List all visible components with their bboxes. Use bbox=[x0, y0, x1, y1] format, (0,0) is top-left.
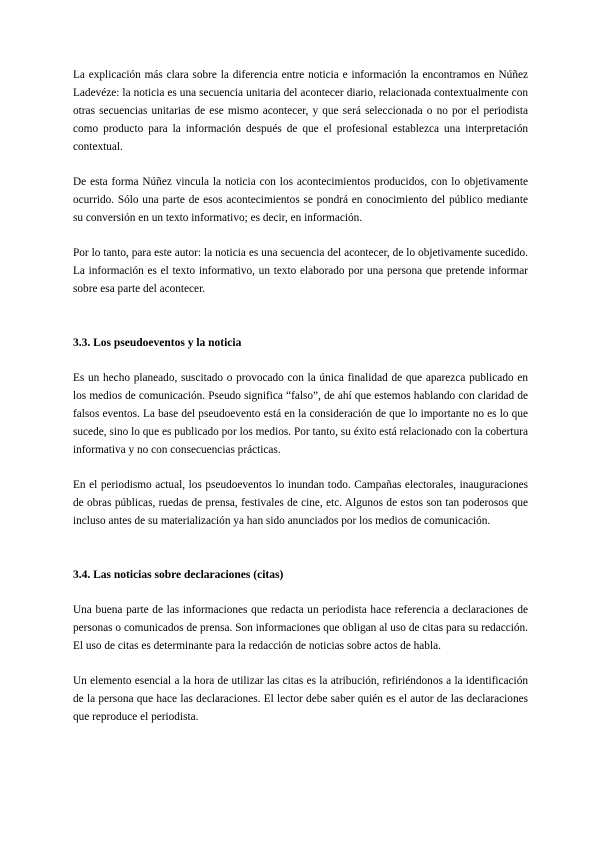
paragraph-spacer bbox=[73, 584, 528, 601]
section-spacer bbox=[73, 530, 528, 566]
body-paragraph: Una buena parte de las informaciones que redacta un periodista hace referencia a declaraciones de personas o comunicados de prensa. Son informaciones que obligan al uso de citas para su redacción. El uso de citas es determinante para la redacción de noticias sobre actos de habla. bbox=[73, 604, 528, 652]
body-paragraph: En el periodismo actual, los pseudoeventos lo inundan todo. Campañas electorales, inauguraciones de obras públicas, ruedas de prensa, festivales de cine, etc. Algunos de estos son tan poderosos que incluso antes de su materialización ya han sido anunciados por los medios de comunicación. bbox=[73, 479, 528, 527]
paragraph-spacer bbox=[73, 459, 528, 476]
body-paragraph: Es un hecho planeado, suscitado o provocado con la única finalidad de que aparezca publicado en los medios de comunicación. Pseudo significa “falso”, de ahí que estemos hablando con claridad de falsos eventos. La base del pseudoevento está en la consideración de que lo importante no es lo que sucede, sino lo que es publicado por los medios. Por tanto, su éxito está relacionado con la cobertura informativa y no con consecuencias prácticas. bbox=[73, 372, 528, 456]
body-paragraph: La explicación más clara sobre la diferencia entre noticia e información la encontramos en Núñez Ladevéze: la noticia es una secuencia unitaria del acontecer diario, relacionada contextualmente con otras secuencias unitarias de ese mismo acontecer, y que será seleccionada o no por el periodista como producto para la información después de que el profesional establezca una interpretación contextual. bbox=[73, 69, 528, 153]
section-heading-3-3: 3.3. Los pseudoeventos y la noticia bbox=[73, 337, 242, 349]
paragraph-spacer bbox=[73, 352, 528, 369]
section-spacer bbox=[73, 298, 528, 334]
section-heading-3-4: 3.4. Las noticias sobre declaraciones (citas) bbox=[73, 569, 284, 581]
body-paragraph: De esta forma Núñez vincula la noticia con los acontecimientos producidos, con lo objetivamente ocurrido. Sólo una parte de esos acontecimientos se pondrá en conocimiento del público mediante su conversión en un texto informativo; es decir, en información. bbox=[73, 176, 528, 224]
body-paragraph: Por lo tanto, para este autor: la noticia es una secuencia del acontecer, de lo objetivamente sucedido. La información es el texto informativo, un texto elaborado por una persona que pretende informar sobre esa parte del acontecer. bbox=[73, 247, 528, 295]
paragraph-spacer bbox=[73, 227, 528, 244]
paragraph-spacer bbox=[73, 655, 528, 672]
body-paragraph: Un elemento esencial a la hora de utilizar las citas es la atribución, refiriéndonos a la identificación de la persona que hace las declaraciones. El lector debe saber quién es el autor de las declaraciones que reproduce el periodista. bbox=[73, 675, 528, 723]
paragraph-spacer bbox=[73, 156, 528, 173]
document-page bbox=[73, 66, 528, 726]
